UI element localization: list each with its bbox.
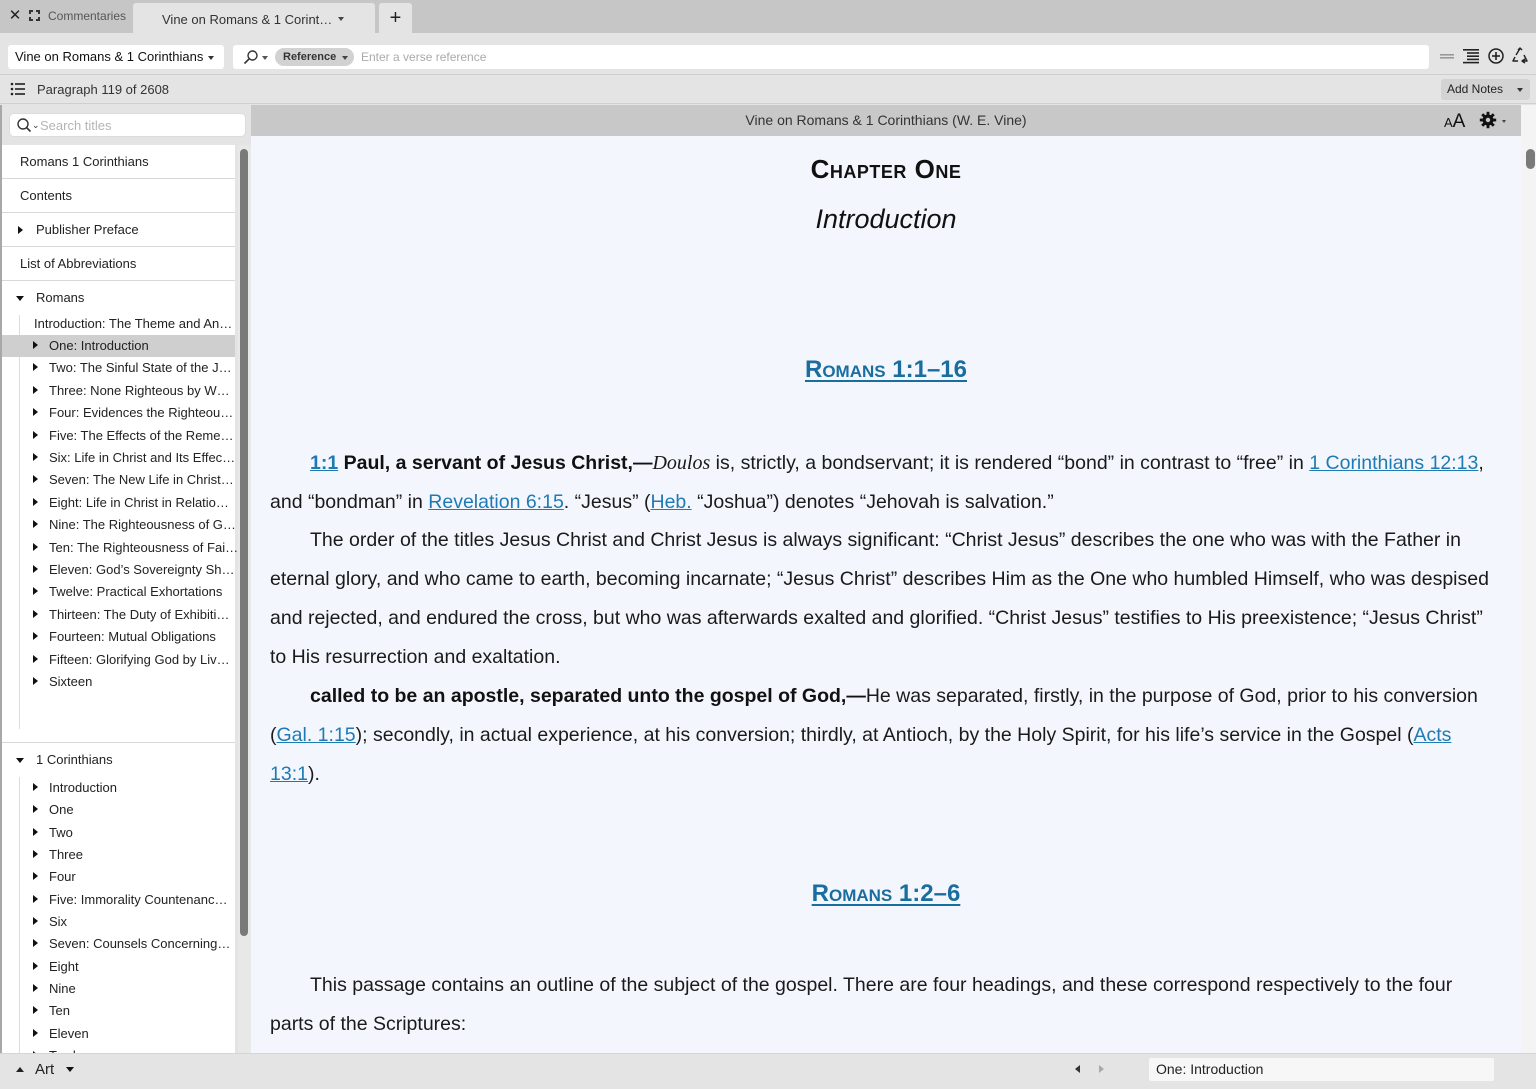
expand-triangle-icon[interactable]	[33, 655, 38, 663]
expand-triangle-icon[interactable]	[33, 520, 38, 528]
paragraph-text: . “Jesus” (	[563, 491, 651, 513]
toc-item-label: Three	[49, 847, 83, 862]
commentary-paragraph: This passage contains an outline of the subject of the gospel. There are four headings, and these correspond respectively to the four parts of the Scriptures:	[270, 974, 1453, 1035]
toc-child-item[interactable]	[2, 425, 235, 447]
chevron-down-icon[interactable]	[1502, 120, 1506, 123]
toc-scrollbar-thumb[interactable]	[240, 149, 248, 936]
current-location-field[interactable]: One: Introduction	[1149, 1058, 1494, 1081]
expand-triangle-icon[interactable]	[33, 872, 38, 880]
toc-item-label: Nine	[49, 981, 76, 996]
toc-item-label: Eight	[49, 959, 79, 974]
collapse-triangle-icon[interactable]	[16, 296, 24, 301]
resource-select[interactable]	[8, 45, 224, 69]
search-icon[interactable]	[16, 117, 32, 133]
toc-child-item[interactable]	[2, 559, 235, 581]
paragraph-text: “Joshua”) denotes “Jehovah is salvation.”	[691, 491, 1054, 513]
tab-label: Vine on Romans & 1 Corint…	[162, 12, 333, 27]
toc-child-item[interactable]	[2, 671, 235, 693]
expand-triangle-icon[interactable]	[33, 587, 38, 595]
expand-triangle-icon[interactable]	[33, 565, 38, 573]
toc-item[interactable]	[2, 213, 235, 247]
text-list-icon[interactable]	[1462, 47, 1480, 65]
close-icon[interactable]: ✕	[8, 7, 22, 24]
toc-child-item[interactable]	[2, 889, 235, 911]
toc-item-label: One: Introduction	[49, 338, 149, 353]
expand-triangle-icon[interactable]	[33, 408, 38, 416]
resource-content	[251, 136, 1521, 1053]
expand-triangle-icon[interactable]	[33, 341, 38, 349]
expand-triangle-icon[interactable]	[33, 1006, 38, 1014]
panel-toggle-up-icon[interactable]	[16, 1067, 24, 1072]
lemma-text: Paul, a servant of Jesus Christ,—	[343, 452, 653, 474]
add-notes-button[interactable]	[1441, 79, 1530, 100]
abbreviation-link[interactable]: Heb.	[650, 491, 692, 513]
expand-triangle-icon[interactable]	[33, 632, 38, 640]
toc-child-item[interactable]	[2, 380, 235, 402]
toc-child-item-selected[interactable]	[2, 335, 235, 357]
toc-item-label: Romans	[36, 290, 85, 305]
font-size-large-glyph: A	[1452, 111, 1466, 132]
font-size-icon[interactable]	[1444, 111, 1465, 133]
expand-triangle-icon[interactable]	[33, 828, 38, 836]
chevron-down-icon[interactable]	[338, 17, 344, 21]
expand-triangle-icon[interactable]	[33, 1029, 38, 1037]
content-scrollbar-thumb[interactable]	[1526, 149, 1535, 169]
expand-triangle-icon[interactable]	[33, 917, 38, 925]
chapter-subtitle: Introduction	[815, 204, 957, 234]
chevron-down-icon[interactable]	[66, 1067, 74, 1072]
reference-search-box	[233, 45, 1429, 69]
add-circle-icon[interactable]	[1487, 47, 1505, 65]
toc-child-item[interactable]	[2, 604, 235, 626]
status-bar	[0, 1053, 1536, 1084]
toc-tree	[2, 145, 239, 1053]
toc-child-item[interactable]	[2, 492, 235, 514]
toc-item-label: 1 Corinthians	[36, 752, 113, 767]
expand-triangle-icon[interactable]	[33, 610, 38, 618]
search-titles-input[interactable]	[40, 116, 235, 134]
toc-item-label: Three: None Righteous by W…	[49, 383, 230, 398]
resource-header	[251, 105, 1521, 136]
scripture-link[interactable]: Acts 13:1	[270, 724, 1452, 785]
expand-triangle-icon[interactable]	[33, 850, 38, 858]
expand-triangle-icon[interactable]	[33, 939, 38, 947]
resource-title: Vine on Romans & 1 Corinthians (W. E. Vine)	[745, 112, 1027, 128]
expand-triangle-icon[interactable]	[33, 475, 38, 483]
tab-vine-romans[interactable]	[133, 3, 375, 33]
expand-triangle-icon[interactable]	[33, 962, 38, 970]
expand-triangle-icon[interactable]	[33, 984, 38, 992]
commentary-paragraph	[270, 444, 1500, 522]
expand-triangle-icon[interactable]	[33, 895, 38, 903]
search-type-label: Reference	[283, 51, 337, 63]
toc-item-label: One	[49, 802, 74, 817]
toc-item-label: Sixteen	[49, 674, 93, 689]
expand-triangle-icon[interactable]	[33, 543, 38, 551]
paragraph-indicator: Paragraph 119 of 2608	[37, 82, 170, 97]
toc-item-label: Thirteen: The Duty of Exhibiti…	[49, 607, 230, 622]
toc-item-label: Eleven	[49, 1026, 89, 1041]
commentary-paragraph: The order of the titles Jesus Christ and Christ Jesus is always significant: “Christ Jesus” describes the one who was with the Father in eternal glory, and who came to earth, becoming incarnate; “Jesus Christ” describes Him as the One who humbled Himself, who was despised and rejected, and endured the cross, but who was afterwards exalted and glorified. “Christ Jesus” testifies to His preexistence; “Jesus Christ” to His resurrection and exaltation.	[270, 529, 1489, 668]
tab-group-label: Commentaries	[48, 9, 127, 23]
lemma-text: called to be an apostle, separated unto the gospel of God,—	[310, 685, 866, 707]
toc-item-label: Seven: Counsels Concerning…	[49, 936, 231, 951]
expand-triangle-icon[interactable]	[18, 226, 23, 234]
chevron-down-icon	[208, 56, 214, 60]
toc-child-item[interactable]	[2, 933, 235, 955]
chevron-down-icon[interactable]	[262, 56, 268, 60]
toc-item-label: Fifteen: Glorifying God by Liv…	[49, 652, 230, 667]
toc-child-item[interactable]	[2, 822, 235, 844]
expand-triangle-icon[interactable]	[33, 431, 38, 439]
toc-item-label: Two	[49, 825, 73, 840]
verse-ref-link[interactable]: 1:1	[310, 452, 339, 474]
toc-item-1-corinthians[interactable]	[2, 743, 235, 777]
paragraph-text: ); secondly, in actual experience, at his conversion; thirdly, at Antioch, by the Holy Spirit, for his life’s service in the Gospel (	[355, 724, 1414, 746]
toc-child-item[interactable]	[2, 537, 239, 559]
paragraph-text: is, strictly, a bondservant; it is rendered “bond” in contrast to “free” in	[710, 452, 1310, 474]
toc-child-item[interactable]	[2, 844, 235, 866]
toc-item-label: Five: The Effects of the Reme…	[49, 428, 234, 443]
toc-child-item[interactable]	[2, 649, 235, 671]
nav-forward-icon[interactable]	[1099, 1065, 1104, 1073]
commentary-paragraph	[270, 677, 1500, 794]
chevron-down-icon	[342, 56, 348, 60]
collapse-triangle-icon[interactable]	[16, 758, 24, 763]
nav-back-icon[interactable]	[1075, 1065, 1080, 1073]
add-tab-button[interactable]: +	[379, 3, 412, 33]
toc-child-item[interactable]	[2, 866, 235, 888]
toc-child-item[interactable]	[2, 911, 235, 933]
chevron-down-icon	[1517, 88, 1523, 92]
verse-reference-input[interactable]	[361, 48, 1361, 66]
scripture-link[interactable]: Revelation 6:15	[428, 491, 564, 513]
toc-child-item[interactable]	[2, 799, 235, 821]
toc-item-label: Contents	[20, 188, 73, 203]
toc-item[interactable]	[2, 179, 235, 213]
toc-child-item[interactable]	[2, 447, 235, 469]
scripture-link[interactable]: Gal. 1:15	[276, 724, 356, 746]
toc-item-label: Seven: The New Life in Christ…	[49, 472, 234, 487]
paragraph-text: He was separated, firstly, in the purpose of God, prior to his conversion (	[270, 685, 1478, 746]
expand-triangle-icon[interactable]	[33, 677, 38, 685]
toc-item-label: Two: The Sinful State of the J…	[49, 360, 232, 375]
toc-item[interactable]	[2, 145, 235, 179]
toc-sidebar	[0, 105, 250, 1053]
section-heading-link[interactable]: Romans 1:2–6	[811, 880, 961, 907]
font-size-small-glyph: A	[1444, 115, 1453, 130]
search-icon[interactable]	[243, 49, 259, 65]
search-type-pill[interactable]	[275, 48, 354, 66]
toc-item-label: Six	[49, 914, 68, 929]
toc-scrollbar[interactable]	[238, 145, 252, 1053]
toc-item-label: Eight: Life in Christ in Relatio…	[49, 495, 229, 510]
chevron-down-icon[interactable]: ⌄	[32, 120, 40, 130]
table-of-contents-icon[interactable]	[10, 82, 26, 96]
toc-child-item[interactable]	[2, 956, 235, 978]
gear-icon[interactable]	[1479, 111, 1497, 129]
expand-icon[interactable]	[29, 10, 40, 21]
add-notes-label: Add Notes	[1447, 82, 1504, 96]
expand-triangle-icon[interactable]	[33, 453, 38, 461]
toc-item-label: Four	[49, 869, 76, 884]
toc-item-label: Fourteen: Mutual Obligations	[49, 629, 216, 644]
toc-item-label: Ten	[49, 1003, 70, 1018]
tab-bar	[0, 0, 1536, 33]
scripture-link[interactable]: 1 Corinthians 12:13	[1309, 452, 1479, 474]
expand-triangle-icon[interactable]	[33, 783, 38, 791]
paragraph-bar	[0, 75, 1536, 104]
toc-child-item[interactable]	[2, 978, 235, 1000]
toc-child-item[interactable]	[2, 514, 235, 536]
toc-item-label: List of Abbreviations	[20, 256, 137, 271]
title-search-box	[10, 114, 245, 136]
toc-child-item[interactable]	[2, 313, 235, 335]
toc-child-item[interactable]	[2, 469, 235, 491]
toc-child-item[interactable]	[2, 357, 235, 379]
toc-child-item[interactable]	[2, 1000, 235, 1022]
toc-child-item[interactable]	[2, 581, 235, 603]
toc-item-label: Four: Evidences the Righteou…	[49, 405, 234, 420]
content-scrollbar[interactable]	[1521, 105, 1536, 1053]
toc-item-label: Ten: The Righteousness of Fai…	[49, 540, 239, 555]
toc-item[interactable]	[2, 247, 235, 281]
toc-item-label: Romans 1 Corinthians	[20, 154, 149, 169]
toc-item-romans[interactable]	[2, 281, 235, 315]
toc-child-item[interactable]	[2, 402, 235, 424]
toc-item-label: Five: Immorality Countenanc…	[49, 892, 228, 907]
resource-select-label: Vine on Romans & 1 Corinthians	[15, 49, 204, 64]
section-heading-link[interactable]: Romans 1:1–16	[804, 356, 967, 383]
toc-item-label: Six: Life in Christ and Its Effec…	[49, 450, 236, 465]
toc-item-label: Twelve: Practical Exhortations	[49, 584, 223, 599]
toolbar	[0, 33, 1536, 75]
toc-child-item[interactable]	[2, 626, 235, 648]
greek-term: Doulos	[652, 452, 711, 474]
expand-triangle-icon[interactable]	[33, 363, 38, 371]
toc-item-label: Nine: The Righteousness of G…	[49, 517, 236, 532]
paragraph-text: , and “bondman” in	[270, 452, 1484, 513]
toc-item-label: Introduction: The Theme and An…	[34, 316, 233, 331]
toc-child-item[interactable]	[2, 1023, 235, 1045]
toc-item-label: Publisher Preface	[36, 222, 139, 237]
sync-link-icon[interactable]	[1511, 47, 1529, 65]
toc-child-item[interactable]	[2, 777, 235, 799]
parallel-resources-icon[interactable]	[1438, 47, 1456, 65]
expand-triangle-icon[interactable]	[33, 498, 38, 506]
chapter-heading: Chapter One	[810, 154, 962, 184]
toc-item-label: Eleven: God’s Sovereignty Sh…	[49, 562, 235, 577]
panel-label[interactable]: Art	[35, 1061, 55, 1078]
expand-triangle-icon[interactable]	[33, 386, 38, 394]
toc-item-label: Introduction	[49, 780, 117, 795]
paragraph-text: ).	[307, 763, 320, 785]
expand-triangle-icon[interactable]	[33, 805, 38, 813]
